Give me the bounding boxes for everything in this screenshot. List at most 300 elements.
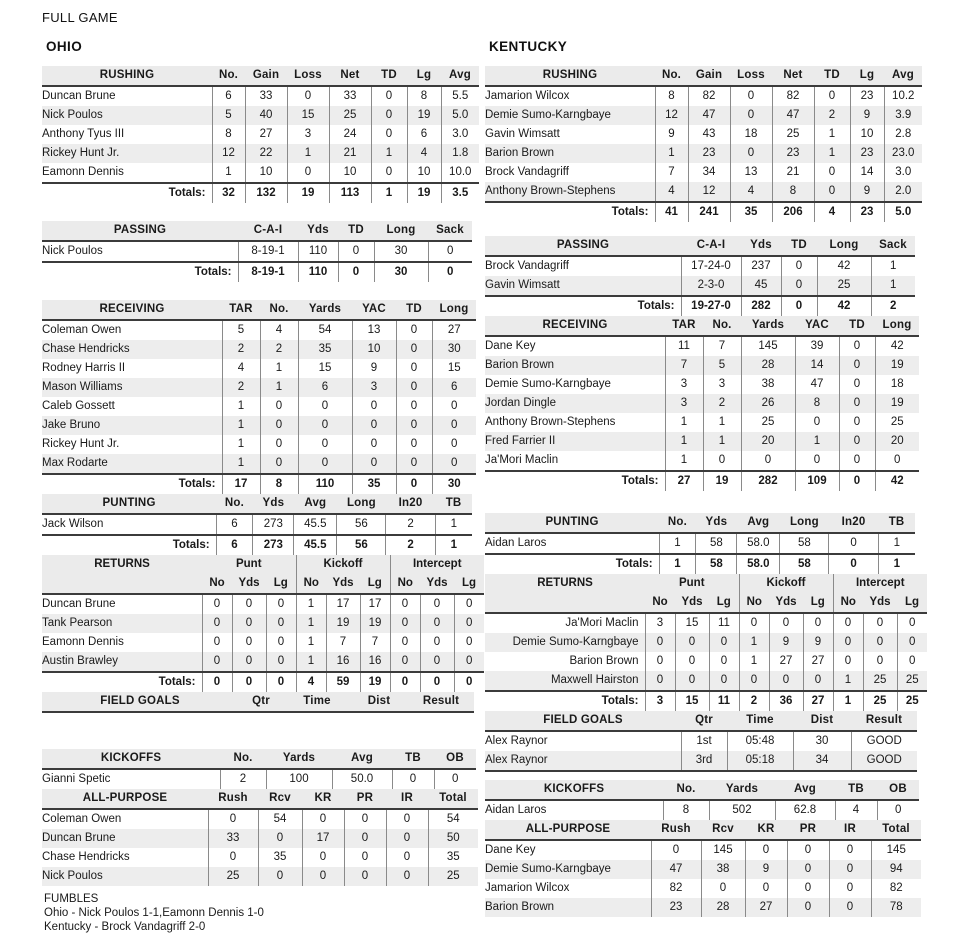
stat-cell: 110 — [298, 241, 338, 262]
column-header: TD — [839, 316, 875, 336]
table-row — [485, 671, 927, 691]
column-header: Gain — [245, 66, 287, 86]
stat-cell: 0 — [396, 340, 432, 359]
stat-cell: 17-24-0 — [681, 256, 741, 276]
totals-cell: 1 — [659, 554, 696, 574]
stat-cell: 13 — [730, 163, 772, 182]
stat-cell: 25 — [875, 413, 919, 432]
team-column-kentucky — [465, 39, 930, 934]
stat-cell: 2 — [222, 340, 260, 359]
table-row — [485, 613, 927, 633]
totals-cell: 36 — [769, 691, 803, 711]
stat-cell: 502 — [709, 800, 775, 820]
team-tables-kentucky — [485, 66, 930, 917]
section-title: RETURNS — [42, 555, 202, 574]
returns-group-header: Punt — [202, 555, 296, 574]
table-row — [485, 633, 927, 652]
stat-cell: 0 — [386, 809, 428, 829]
stat-cell: 5.0 — [441, 106, 479, 125]
stat-cell: 145 — [871, 840, 921, 860]
stat-cell: 1st — [681, 731, 727, 751]
stat-cell: 1 — [659, 533, 696, 554]
stat-cell: 0 — [396, 416, 432, 435]
table-row — [42, 769, 476, 789]
totals-cell: 113 — [329, 183, 371, 203]
stat-cell: 19 — [875, 394, 919, 413]
totals-label: Totals: — [42, 474, 222, 494]
stat-cell: 4 — [407, 144, 441, 163]
table-row — [485, 163, 922, 182]
table-row — [485, 336, 919, 356]
stat-cell: 47 — [772, 106, 814, 125]
stat-cell: 0 — [897, 633, 927, 652]
stat-cell: 0 — [260, 454, 298, 474]
stat-cell: 13 — [352, 320, 396, 340]
column-header: Yds — [298, 221, 338, 241]
stat-cell: 7 — [360, 633, 390, 652]
stat-cell: 0 — [390, 652, 420, 672]
totals-cell: 4 — [296, 672, 326, 692]
stat-cell: 5 — [212, 106, 245, 125]
stat-cell: 27 — [432, 320, 476, 340]
team-heading: OHIO — [46, 39, 83, 54]
stat-cell: 0 — [454, 614, 484, 633]
totals-cell: 35 — [352, 474, 396, 494]
player-name: Demie Sumo-Karngbaye — [485, 860, 651, 879]
player-name: Ja'Mori Maclin — [485, 451, 665, 471]
totals-cell: 282 — [741, 471, 795, 491]
column-header: TD — [338, 221, 374, 241]
column-header: Rcv — [258, 789, 302, 809]
stat-cell: 21 — [329, 144, 371, 163]
column-header: Total — [871, 820, 921, 840]
column-header: Yds — [696, 513, 737, 533]
totals-cell: 27 — [803, 691, 833, 711]
stat-cell: 0 — [709, 652, 739, 671]
stat-cell: 0 — [833, 652, 863, 671]
table-row — [42, 867, 478, 886]
column-header: In20 — [829, 513, 878, 533]
column-header: Lg — [266, 574, 296, 594]
stat-cell: 4 — [655, 182, 688, 202]
table-row — [42, 106, 479, 125]
stat-cell: 42 — [875, 336, 919, 356]
table-rushing — [485, 66, 922, 222]
stat-cell: 0 — [428, 241, 472, 262]
stat-cell: 4 — [260, 320, 298, 340]
stat-cell: 0 — [260, 397, 298, 416]
totals-cell: 0 — [266, 672, 296, 692]
stat-cell: 82 — [688, 86, 730, 106]
stat-cell: 4 — [730, 182, 772, 202]
column-header: Long — [374, 221, 428, 241]
player-name: Ja'Mori Maclin — [485, 613, 645, 633]
stat-cell: 12 — [655, 106, 688, 125]
stat-cell: 0 — [420, 614, 454, 633]
stat-cell: 1 — [871, 256, 915, 276]
stat-cell: 0 — [829, 879, 871, 898]
stat-cell: 0 — [675, 671, 709, 691]
table-allpurpose — [485, 820, 921, 917]
table-row — [485, 276, 915, 296]
stat-cell: 0 — [454, 594, 484, 614]
column-header: Rcv — [701, 820, 745, 840]
table-row — [485, 879, 921, 898]
column-header: TD — [814, 66, 850, 86]
totals-cell: 25 — [897, 691, 927, 711]
stat-cell: 35 — [428, 848, 478, 867]
stat-cell: 1 — [703, 413, 741, 432]
stat-cell: 0 — [298, 454, 352, 474]
stat-cell: 0 — [302, 809, 344, 829]
stat-cell: 0 — [298, 397, 352, 416]
stat-cell: 0 — [645, 671, 675, 691]
stat-cell: 1.8 — [441, 144, 479, 163]
player-name: Alex Raynor — [485, 731, 681, 751]
stat-cell: 58 — [696, 533, 737, 554]
player-name: Rodney Harris II — [42, 359, 222, 378]
column-header: Yds — [326, 574, 360, 594]
stat-cell: 0 — [781, 276, 817, 296]
team-column-ohio — [0, 39, 477, 934]
stat-cell: 0 — [432, 435, 476, 454]
totals-label: Totals: — [485, 296, 681, 316]
totals-cell: 45.5 — [294, 535, 337, 555]
stat-cell: 0 — [287, 86, 329, 106]
table-punting — [485, 513, 915, 574]
stat-cell: 62.8 — [775, 800, 835, 820]
table-row — [485, 256, 915, 276]
totals-cell: 0 — [428, 262, 472, 282]
column-header: Avg — [775, 780, 835, 800]
spacer — [485, 222, 930, 236]
stat-cell: 0 — [390, 633, 420, 652]
stat-cell: 0 — [386, 829, 428, 848]
column-header: Lg — [803, 593, 833, 613]
stat-cell: 0 — [839, 394, 875, 413]
stat-cell: 0 — [839, 336, 875, 356]
player-name: Jack Wilson — [42, 514, 216, 535]
stat-cell: 0 — [208, 809, 258, 829]
stat-cell: 0 — [829, 840, 871, 860]
stat-cell: 0 — [390, 594, 420, 614]
table-passing — [485, 236, 915, 316]
table-kickoffs — [485, 780, 919, 820]
stat-cell: 10 — [245, 163, 287, 183]
stat-cell: 35 — [298, 340, 352, 359]
table-row — [485, 413, 919, 432]
column-header: Yards — [266, 749, 332, 769]
column-header: TB — [835, 780, 877, 800]
stat-cell: 3.0 — [884, 163, 922, 182]
stat-cell: 10 — [850, 125, 884, 144]
player-name: Nick Poulos — [42, 867, 208, 886]
column-header: TD — [781, 236, 817, 256]
totals-row — [485, 691, 927, 711]
stat-cell: 0 — [232, 633, 266, 652]
stat-cell: 22 — [245, 144, 287, 163]
stat-cell: 0 — [454, 633, 484, 652]
player-name: Demie Sumo-Karngbaye — [485, 633, 645, 652]
section-title: FIELD GOALS — [485, 711, 681, 731]
table-row — [485, 432, 919, 451]
stat-cell: 50 — [428, 829, 478, 848]
column-header: Yds — [769, 593, 803, 613]
stat-cell: 56 — [337, 514, 386, 535]
stat-cell: 30 — [432, 340, 476, 359]
table-row — [485, 860, 921, 879]
stat-cell: 1 — [871, 276, 915, 296]
stat-cell: 78 — [871, 898, 921, 917]
stat-cell: 0 — [396, 378, 432, 397]
stat-cell: 20 — [741, 432, 795, 451]
totals-cell: 27 — [665, 471, 703, 491]
spacer-cell — [42, 574, 202, 594]
stat-cell: 27 — [745, 898, 787, 917]
player-name: Caleb Gossett — [42, 397, 222, 416]
stat-cell: 2 — [703, 394, 741, 413]
column-header: Yards — [298, 300, 352, 320]
column-header: Long — [432, 300, 476, 320]
stat-cell: 8-19-1 — [238, 241, 298, 262]
stat-cell: 0 — [298, 416, 352, 435]
totals-row — [42, 474, 476, 494]
stat-cell: 0 — [302, 848, 344, 867]
stat-cell: 0 — [651, 840, 701, 860]
player-name: Gavin Wimsatt — [485, 125, 655, 144]
stat-cell: 54 — [428, 809, 478, 829]
stat-cell: 1 — [665, 432, 703, 451]
section-title: RETURNS — [485, 574, 645, 593]
stat-cell: 8 — [212, 125, 245, 144]
player-name: Rickey Hunt Jr. — [42, 435, 222, 454]
totals-row — [42, 672, 484, 692]
stat-cell: 35 — [258, 848, 302, 867]
player-name: Chase Hendricks — [42, 848, 208, 867]
table-row — [485, 356, 919, 375]
column-header: Long — [875, 316, 919, 336]
totals-cell: 0 — [202, 672, 232, 692]
stat-cell: 6 — [432, 378, 476, 397]
stat-cell: 2 — [220, 769, 266, 789]
table-row — [42, 144, 479, 163]
totals-cell: 15 — [675, 691, 709, 711]
stat-cell: 2 — [222, 378, 260, 397]
stat-cell: 0 — [701, 879, 745, 898]
player-name: Fred Farrier II — [485, 432, 665, 451]
stat-cell: 25 — [772, 125, 814, 144]
section-title: PASSING — [485, 236, 681, 256]
stat-cell: 9 — [769, 633, 803, 652]
column-header: Lg — [360, 574, 390, 594]
stat-cell: 8 — [407, 86, 441, 106]
player-name: Aidan Laros — [485, 533, 659, 554]
totals-cell: 4 — [814, 202, 850, 222]
stat-cell: 27 — [803, 652, 833, 671]
player-name: Nick Poulos — [42, 106, 212, 125]
stat-cell: 20 — [875, 432, 919, 451]
totals-label: Totals: — [485, 554, 659, 574]
stat-cell: 0 — [839, 451, 875, 471]
stat-cell: 82 — [651, 879, 701, 898]
stat-cell: 17 — [302, 829, 344, 848]
stat-cell: 0 — [208, 848, 258, 867]
stat-cell: 0 — [839, 375, 875, 394]
spacer — [42, 203, 465, 221]
column-header: TB — [878, 513, 915, 533]
stat-cell: 54 — [258, 809, 302, 829]
stat-cell: 0 — [675, 652, 709, 671]
table-row — [42, 594, 484, 614]
stat-cell: 0 — [730, 106, 772, 125]
stat-cell: 40 — [245, 106, 287, 125]
stat-cell: 0 — [829, 860, 871, 879]
totals-row — [42, 183, 479, 203]
stat-cell: 1 — [296, 614, 326, 633]
column-header: Avg — [294, 494, 337, 514]
column-header: No — [833, 593, 863, 613]
stat-cell: 10 — [407, 163, 441, 183]
stat-cell: 21 — [772, 163, 814, 182]
column-header: YAC — [795, 316, 839, 336]
stat-cell: 10 — [329, 163, 371, 183]
stat-cell: 0 — [897, 613, 927, 633]
stat-cell: 1 — [222, 397, 260, 416]
stat-cell: 25 — [428, 867, 478, 886]
stat-cell: 0 — [877, 800, 919, 820]
stat-cell: 19 — [326, 614, 360, 633]
stat-cell: 1 — [739, 633, 769, 652]
stat-cell: 0 — [454, 652, 484, 672]
column-header: IR — [829, 820, 871, 840]
totals-cell: 2 — [871, 296, 915, 316]
totals-cell: 110 — [298, 474, 352, 494]
stat-cell: 15 — [675, 613, 709, 633]
stat-cell: 12 — [688, 182, 730, 202]
column-header: Dist — [793, 711, 851, 731]
player-name: Dane Key — [485, 336, 665, 356]
column-header: Result — [408, 692, 474, 712]
stat-cell: 10 — [352, 340, 396, 359]
stat-cell: 237 — [741, 256, 781, 276]
column-header: Dist — [350, 692, 408, 712]
table-row — [485, 731, 917, 751]
stat-cell: 0 — [875, 451, 919, 471]
stat-cell: 0 — [739, 613, 769, 633]
team-tables-ohio — [42, 66, 477, 886]
stat-cell: 33 — [208, 829, 258, 848]
totals-cell: 0 — [232, 672, 266, 692]
table-fieldgoals — [42, 692, 474, 713]
column-header: No — [296, 574, 326, 594]
totals-cell: 0 — [839, 471, 875, 491]
totals-row — [42, 262, 472, 282]
stat-cell: 1 — [296, 633, 326, 652]
stat-cell: 23 — [850, 144, 884, 163]
stat-cell: 45 — [741, 276, 781, 296]
table-row — [485, 144, 922, 163]
totals-cell: 0 — [396, 474, 432, 494]
stat-cell: 25 — [897, 671, 927, 691]
table-row — [42, 633, 484, 652]
column-header: Loss — [730, 66, 772, 86]
fumbles-line-kentucky: Kentucky - Brock Vandagriff 2-0 — [44, 921, 206, 933]
section-title: ALL-PURPOSE — [42, 789, 208, 809]
stat-cell: 0 — [863, 613, 897, 633]
column-header: Yards — [741, 316, 795, 336]
table-row — [42, 514, 472, 535]
stat-cell: 28 — [701, 898, 745, 917]
stat-cell: 30 — [793, 731, 851, 751]
totals-cell: 273 — [253, 535, 294, 555]
stat-cell: 0 — [434, 769, 476, 789]
player-name: Chase Hendricks — [42, 340, 222, 359]
totals-cell: 30 — [432, 474, 476, 494]
column-header: Total — [428, 789, 478, 809]
spacer — [485, 772, 930, 780]
stat-cell: 33 — [245, 86, 287, 106]
section-title: RUSHING — [42, 66, 212, 86]
player-name: Rickey Hunt Jr. — [42, 144, 212, 163]
totals-cell: 59 — [326, 672, 360, 692]
stat-cell: 25 — [817, 276, 871, 296]
stat-cell: 0 — [232, 614, 266, 633]
returns-group-header: Intercept — [390, 555, 484, 574]
column-header: Yds — [741, 236, 781, 256]
stat-cell: 38 — [741, 375, 795, 394]
player-name: Maxwell Hairston — [485, 671, 645, 691]
stat-cell: 145 — [741, 336, 795, 356]
stat-cell: 0 — [645, 652, 675, 671]
stat-cell: 0 — [260, 416, 298, 435]
stat-cell: 0 — [386, 848, 428, 867]
stat-cell: 1 — [260, 359, 298, 378]
totals-cell: 25 — [863, 691, 897, 711]
stat-cell: 5.5 — [441, 86, 479, 106]
totals-cell: 58.0 — [737, 554, 780, 574]
column-header: Time — [727, 711, 793, 731]
column-header: Yds — [420, 574, 454, 594]
stat-cell: 0 — [390, 614, 420, 633]
player-name: Demie Sumo-Karngbaye — [485, 106, 655, 125]
totals-cell: 282 — [741, 296, 781, 316]
fumbles-block — [44, 892, 465, 934]
stat-cell: 0 — [371, 106, 407, 125]
table-row — [42, 359, 476, 378]
column-header: Long — [780, 513, 829, 533]
stat-cell: 1 — [222, 454, 260, 474]
stat-cell: 10.0 — [441, 163, 479, 183]
column-header: Rush — [651, 820, 701, 840]
column-header: Long — [337, 494, 386, 514]
stat-cell: 27 — [769, 652, 803, 671]
column-header: Sack — [428, 221, 472, 241]
player-name: Max Rodarte — [42, 454, 222, 474]
stat-cell: 9 — [352, 359, 396, 378]
stat-cell: 19 — [360, 614, 390, 633]
column-header: No. — [212, 66, 245, 86]
column-header: Long — [817, 236, 871, 256]
column-header: Yds — [232, 574, 266, 594]
player-name: Barion Brown — [485, 652, 645, 671]
stat-cell: 25 — [863, 671, 897, 691]
stat-cell: 0 — [260, 435, 298, 454]
totals-label: Totals: — [42, 262, 238, 282]
section-title: RECEIVING — [42, 300, 222, 320]
column-header: PR — [344, 789, 386, 809]
section-title: ALL-PURPOSE — [485, 820, 651, 840]
stat-cell: 1 — [222, 435, 260, 454]
